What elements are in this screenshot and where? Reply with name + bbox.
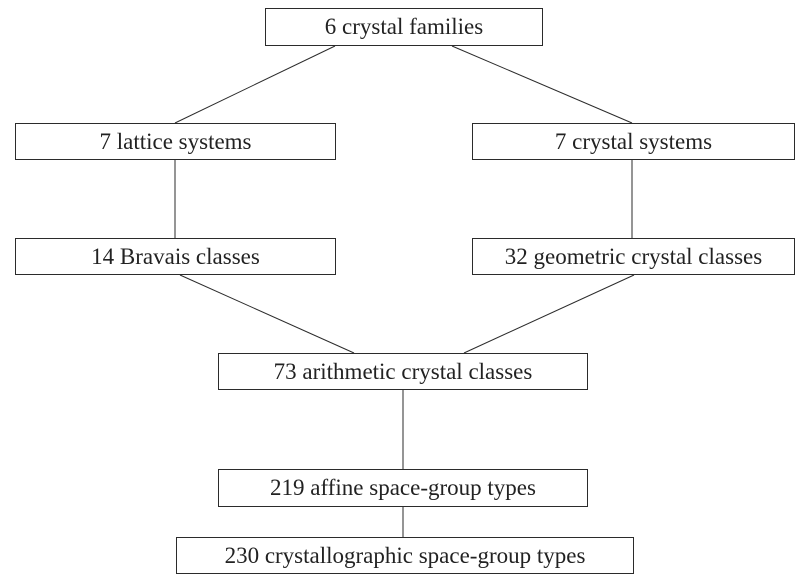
lattice-systems-label: 7 lattice systems [99, 128, 252, 154]
bravais-classes-box [15, 238, 336, 275]
affine-space-group-types-label: 219 affine space-group types [270, 475, 536, 500]
crystallographic-space-group-types-label: 230 crystallographic space-group types [224, 542, 586, 568]
bravais-classes-label: 14 Bravais classes [91, 243, 260, 269]
arithmetic-crystal-classes-box [218, 353, 588, 390]
edge-bravais-arithmetic [180, 275, 354, 353]
crystallographic-space-group-types-box [176, 537, 634, 574]
geometric-crystal-classes-label: 32 geometric crystal classes [504, 243, 763, 269]
crystal-systems-label: 7 crystal systems [554, 128, 713, 154]
crystal-systems-box [472, 123, 795, 160]
edge-families-crystal-systems [452, 46, 632, 123]
crystal-families-box [265, 8, 543, 46]
edge-geometric-arithmetic [464, 275, 634, 353]
lattice-systems-box [15, 123, 336, 160]
geometric-crystal-classes-box [472, 238, 795, 275]
crystal-families-label: 6 crystal families [324, 14, 484, 39]
edge-families-lattice [175, 46, 335, 123]
affine-space-group-types-box [218, 469, 588, 507]
arithmetic-crystal-classes-label: 73 arithmetic crystal classes [273, 358, 533, 384]
